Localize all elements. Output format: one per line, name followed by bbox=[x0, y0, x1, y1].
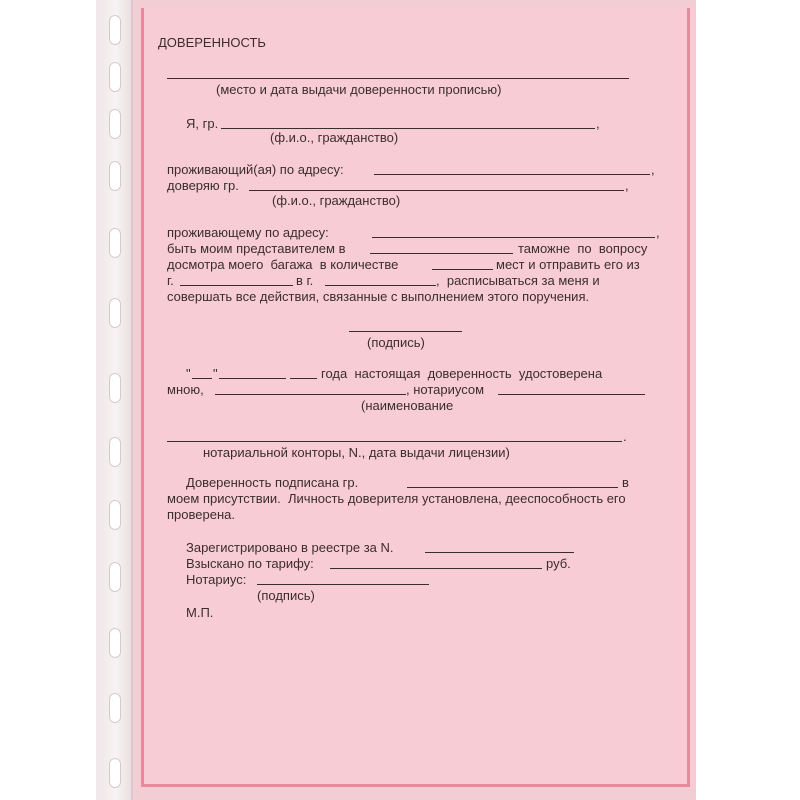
baggage-count-blank bbox=[432, 269, 493, 270]
quote-close: " bbox=[213, 366, 218, 381]
month-blank bbox=[219, 378, 286, 379]
punch-hole bbox=[109, 161, 121, 191]
label-notary: , нотариусом bbox=[406, 382, 485, 397]
label-signed-by: Доверенность подписана гр. bbox=[186, 475, 359, 490]
signature-blank bbox=[349, 331, 462, 332]
trustee-address-blank bbox=[372, 237, 655, 238]
punch-hole bbox=[109, 562, 121, 592]
label-inspection: досмотра моего багажа в количестве bbox=[167, 257, 399, 272]
punch-hole bbox=[109, 693, 121, 723]
tariff-blank bbox=[330, 568, 542, 569]
label-i-trust: доверяю гр. bbox=[167, 178, 239, 193]
label-residing-at: проживающий(ая) по адресу: bbox=[167, 162, 344, 177]
label-charged: Взыскано по тарифу: bbox=[186, 556, 314, 571]
label-to-city: в г. bbox=[296, 273, 314, 288]
punch-hole bbox=[109, 228, 121, 258]
notary-office-blank bbox=[498, 394, 645, 395]
hint-place-date: (место и дата выдачи доверенности прописью) bbox=[216, 82, 502, 97]
document-title: ДОВЕРЕННОСТЬ bbox=[158, 35, 266, 50]
label-seal: М.П. bbox=[186, 605, 214, 620]
place-date-blank bbox=[167, 78, 629, 79]
registry-number-blank bbox=[425, 552, 574, 553]
hint-signature-2: (подпись) bbox=[257, 588, 315, 603]
quote-open: " bbox=[186, 366, 191, 381]
hint-name: (наименование bbox=[361, 398, 454, 413]
hint-signature: (подпись) bbox=[367, 335, 425, 350]
notary-signature-blank bbox=[257, 584, 429, 585]
hint-fio-2: (ф.и.о., гражданство) bbox=[272, 193, 401, 208]
punch-hole bbox=[109, 373, 121, 403]
punch-hole bbox=[109, 62, 121, 92]
hint-fio: (ф.и.о., гражданство) bbox=[270, 130, 399, 145]
label-city-from: г. bbox=[167, 273, 174, 288]
punch-hole bbox=[109, 298, 121, 328]
period: . bbox=[623, 429, 627, 444]
city-to-blank bbox=[325, 285, 436, 286]
comma: , bbox=[625, 178, 629, 193]
label-in: в bbox=[622, 475, 629, 490]
label-residing-to: проживающему по адресу: bbox=[167, 225, 329, 240]
punch-hole bbox=[109, 628, 121, 658]
label-by-me: мною, bbox=[167, 382, 204, 397]
comma: , bbox=[651, 162, 655, 177]
comma: , bbox=[656, 225, 660, 240]
label-sign-for-me: , расписываться за меня и bbox=[436, 273, 600, 288]
punch-hole bbox=[109, 437, 121, 467]
address-blank bbox=[374, 174, 650, 175]
punch-hole bbox=[109, 109, 121, 139]
notary-office-details-blank bbox=[167, 441, 622, 442]
day-blank bbox=[192, 378, 212, 379]
punch-hole bbox=[109, 758, 121, 788]
trustee-name-blank bbox=[249, 190, 624, 191]
year-blank bbox=[290, 378, 317, 379]
label-notary-signature: Нотариус: bbox=[186, 572, 247, 587]
label-representative: быть моим представителем в bbox=[167, 241, 346, 256]
punch-hole bbox=[109, 15, 121, 45]
label-customs: таможне по вопросу bbox=[518, 241, 648, 256]
citizen-name-blank bbox=[221, 128, 595, 129]
hint-notary-office: нотариальной конторы, N., дата выдачи лицензии) bbox=[203, 445, 510, 460]
notary-name-blank bbox=[215, 394, 406, 395]
signed-by-blank bbox=[407, 487, 618, 488]
city-from-blank bbox=[180, 285, 293, 286]
label-i-citizen: Я, гр. bbox=[186, 116, 219, 131]
label-all-actions: совершать все действия, связанные с выполнением этого поручения. bbox=[167, 289, 590, 304]
label-year-text: года настоящая доверенность удостоверена bbox=[321, 366, 603, 381]
comma: , bbox=[596, 116, 600, 131]
label-registered: Зарегистрировано в реестре за N. bbox=[186, 540, 394, 555]
label-verified: проверена. bbox=[167, 507, 235, 522]
label-places-send: мест и отправить его из bbox=[496, 257, 640, 272]
binding-strip-edge bbox=[131, 0, 133, 800]
punch-hole bbox=[109, 500, 121, 530]
label-rub: руб. bbox=[546, 556, 571, 571]
label-presence: моем присутствии. Личность доверителя установлена, дееспособность его bbox=[167, 491, 626, 506]
customs-blank bbox=[370, 253, 513, 254]
